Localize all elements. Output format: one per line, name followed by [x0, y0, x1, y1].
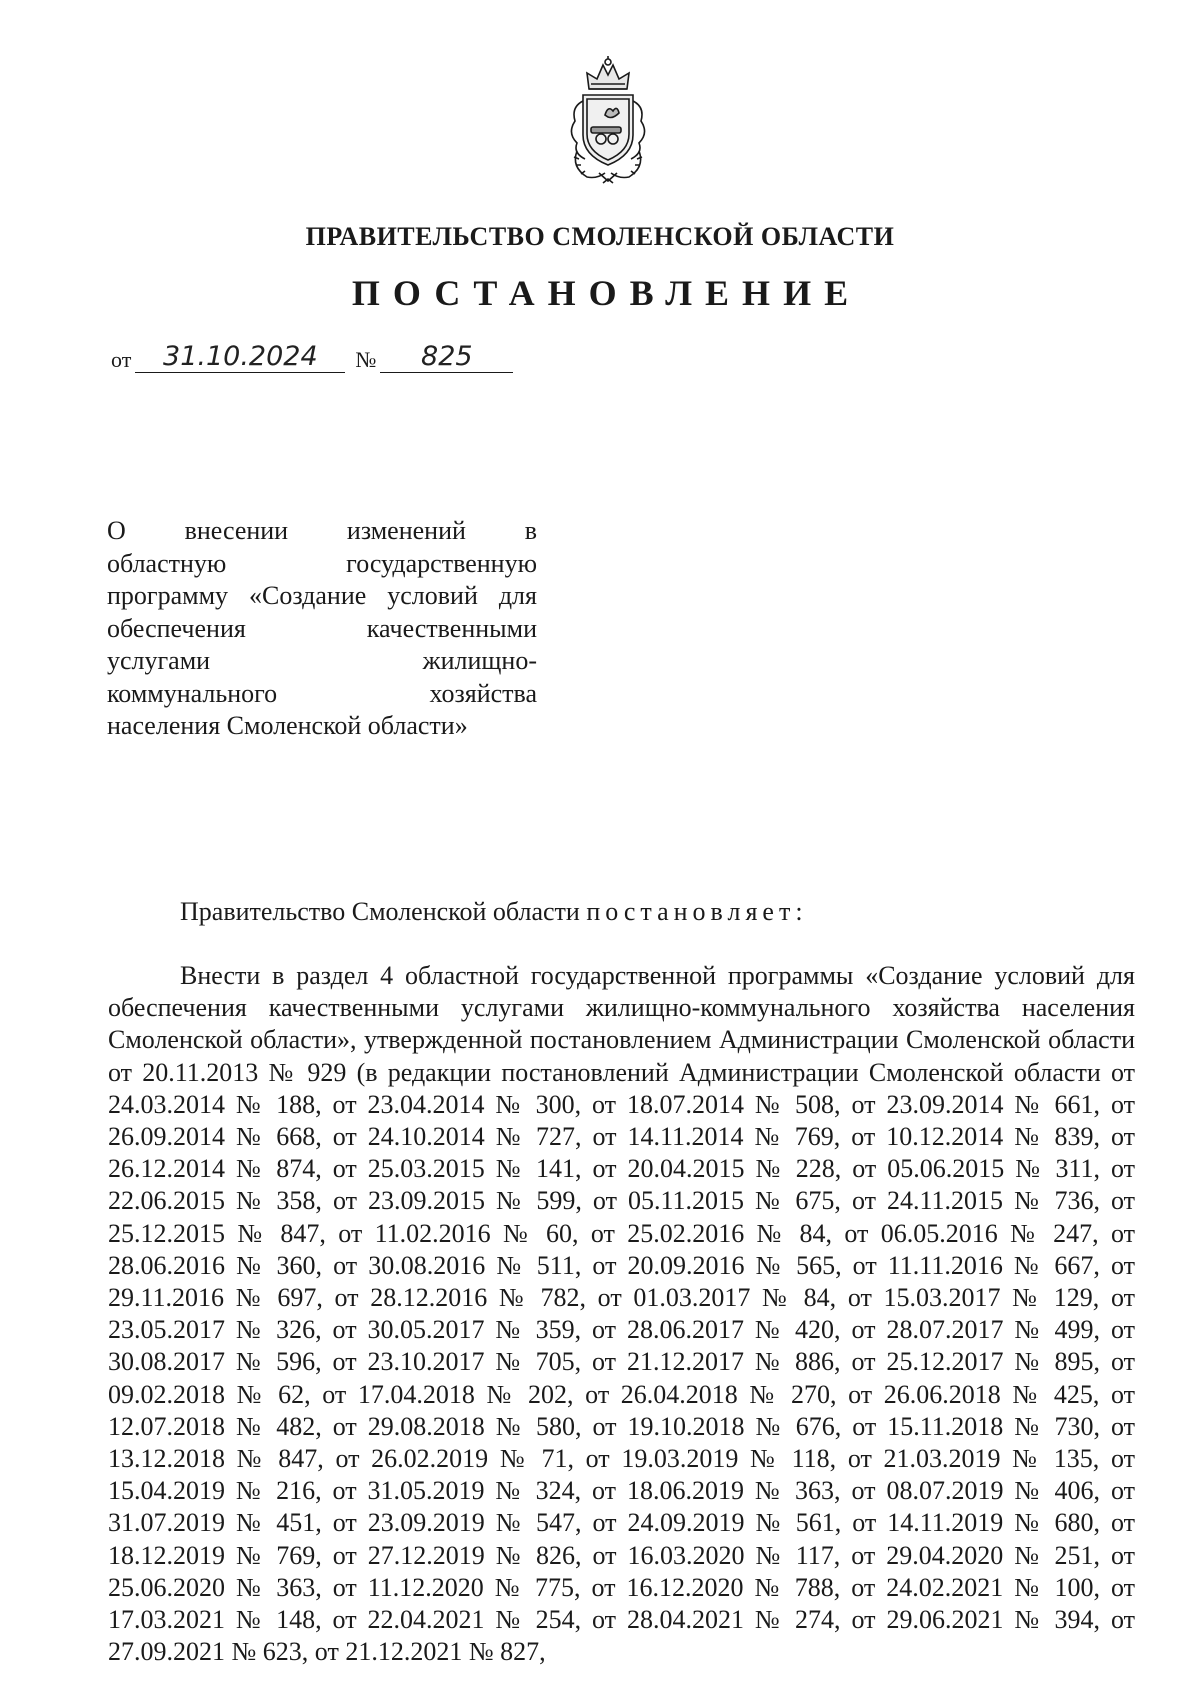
date-number-line [111, 342, 513, 373]
number-label: № [355, 347, 377, 372]
document-subject [107, 515, 537, 743]
government-title: ПРАВИТЕЛЬСТВО СМОЛЕНСКОЙ ОБЛАСТИ [305, 222, 895, 251]
subject-line: обеспечения качественными [107, 613, 537, 643]
body-paragraph: Внести в раздел 4 областной государственной программы «Создание условий для обеспечения качественными услугами жилищно-коммунального хозяйства населения Смоленской области», утвержденной постановлением Администрации Смоленской области от 20.11.2013 № 929 (в редакции постановлений Администрации Смоленской области от 24.03.2014 № 188, от 23.04.2014 № 300, от 18.07.2014 № 508, от 23.09.2014 № 661, от 26.09.2014 № 668, от 24.10.2014 № 727, от 14.11.2014 № 769, от 10.12.2014 № 839, от 26.12.2014 № 874, от 25.03.2015 № 141, от 20.04.2015 № 228, от 05.06.2015 № 311, от 22.06.2015 № 358, от 23.09.2015 № 599, от 05.11.2015 № 675, от 24.11.2015 № 736, от 25.12.2015 № 847, от 11.02.2016 № 60, от 25.02.2016 № 84, от 06.05.2016 № 247, от 28.06.2016 № 360, от 30.08.2016 № 511, от 20.09.2016 № 565, от 11.11.2016 № 667, от 29.11.2016 № 697, от 28.12.2016 № 782, от 01.03.2017 № 84, от 15.03.2017 № 129, от 23.05.2017 № 326, от 30.05.2017 № 359, от 28.06.2017 № 420, от 28.07.2017 № 499, от 30.08.2017 № 596, от 23.10.2017 № 705, от 21.12.2017 № 886, от 25.12.2017 № 895, от 09.02.2018 № 62, от 17.04.2018 № 202, от 26.04.2018 № 270, от 26.06.2018 № 425, от 12.07.2018 № 482, от 29.08.2018 № 580, от 19.10.2018 № 676, от 15.11.2018 № 730, от 13.12.2018 № 847, от 26.02.2019 № 71, от 19.03.2019 № 118, от 21.03.2019 № 135, от 15.04.2019 № 216, от 31.05.2019 № 324, от 18.06.2019 № 363, от 08.07.2019 № 406, от 31.07.2019 № 451, от 23.09.2019 № 547, от 24.09.2019 № 561, от 14.11.2019 № 680, от 18.12.2019 № 769, от 27.12.2019 № 826, от 16.03.2020 № 117, от 29.04.2020 № 251, от 25.06.2020 № 363, от 11.12.2020 № 775, от 16.12.2020 № 788, от 24.02.2021 № 100, от 17.03.2021 № 148, от 22.04.2021 № 254, от 28.04.2021 № 274, от 29.06.2021 № 394, от 27.09.2021 № 623, от 21.12.2021 № 827, [108, 961, 1135, 1667]
number-value: 825 [380, 342, 513, 373]
date-label: от [111, 347, 132, 372]
date-value: 31.10.2024 [135, 342, 345, 373]
subject-line: программу «Создание условий для [107, 581, 537, 610]
decree-verb: постановляет: [586, 897, 808, 926]
decree-statement [180, 897, 808, 927]
subject-line: областную государственную [107, 548, 537, 578]
coat-of-arms-icon [553, 55, 663, 187]
subject-line: услугами жилищно- [107, 646, 537, 675]
subject-line: коммунального хозяйства [107, 678, 537, 708]
subject-line: населения Смоленской области» [107, 711, 468, 740]
subject-line: О внесении изменений в [107, 516, 537, 545]
decree-subject: Правительство Смоленской области [180, 897, 580, 926]
document-type-title: ПОСТАНОВЛЕНИЕ [351, 273, 862, 313]
